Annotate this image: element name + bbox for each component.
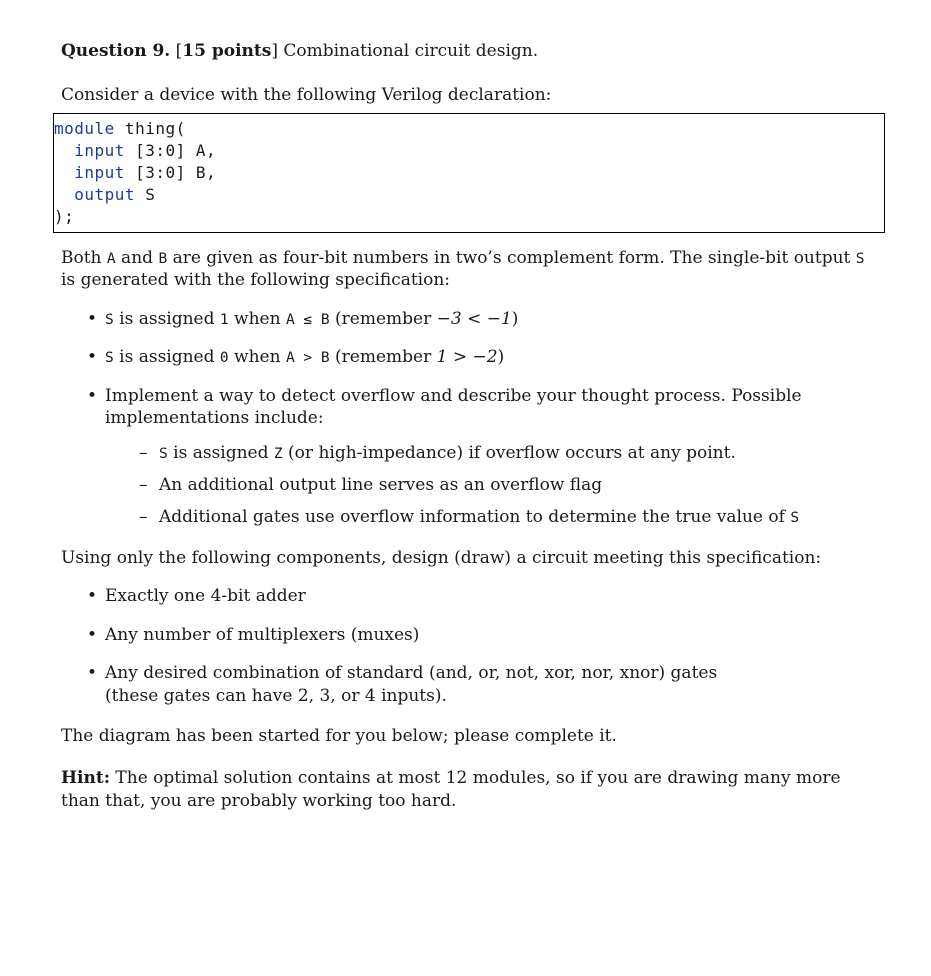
overflow-options-list: [105, 442, 883, 529]
components-list: [61, 585, 883, 707]
code-keyword: input: [74, 140, 125, 160]
verilog-code-block: [53, 113, 885, 233]
list-item: • S is assigned 0 when A > B (remember 1 > −2): [91, 346, 883, 368]
hint-label: Hint:: [61, 768, 111, 789]
question-topic: Combinational circuit design.: [283, 41, 539, 61]
code-line-5: );: [54, 206, 75, 226]
list-item: – Additional gates use overflow information to determine the true value of S: [139, 506, 883, 528]
document-page: [54, 40, 883, 812]
diagram-note: The diagram has been started for you below; please complete it.: [61, 726, 617, 746]
intro-text: Consider a device with the following Verilog declaration:: [61, 85, 552, 106]
components-intro: Using only the following components, design (draw) a circuit meeting this specification:: [61, 547, 822, 568]
question-label: Question 9.: [61, 41, 171, 61]
description-paragraph: Both A and B are given as four-bit numbers in two’s complement form. The single-bit output S is generated with the following specification:: [61, 247, 865, 291]
list-item: – An additional output line serves as an overflow flag: [139, 474, 883, 496]
code-keyword: module: [54, 118, 115, 138]
question-points: 15 points: [182, 41, 272, 61]
question-heading: Question 9. [15 points] Combinational circuit design.: [61, 41, 539, 61]
list-item: • Any desired combination of standard (and, or, not, xor, nor, xnor) gates (these gates can have 2, 3, or 4 inputs).: [91, 662, 883, 707]
code-line-3: input [3:0] B,: [74, 162, 217, 182]
list-item: • S is assigned 1 when A ≤ B (remember −3 < −1): [91, 308, 883, 330]
hint-paragraph: [61, 767, 883, 812]
list-item: • Exactly one 4-bit adder: [91, 585, 883, 607]
list-item: • Implement a way to detect overflow and describe your thought process. Possible implementations include: – S is assigned Z (or high-impedance) if overflow occurs at any point. – An additional output line serves as an overflow flag – Additional gates use overflow information to determine the true value of S: [91, 385, 883, 529]
hint-text: The optimal solution contains at most 12 modules, so if you are drawing many more than that, you are probably working too hard.: [61, 768, 841, 811]
specification-list: [61, 308, 883, 529]
code-line-4: output S: [74, 184, 156, 204]
code-keyword: output: [74, 184, 136, 204]
code-keyword: input: [74, 162, 125, 182]
list-item: – S is assigned Z (or high-impedance) if overflow occurs at any point.: [139, 442, 883, 464]
code-line-2: input [3:0] A,: [74, 140, 217, 160]
list-item: • Any number of multiplexers (muxes): [91, 624, 883, 646]
code-line-1: module thing(: [54, 118, 186, 138]
